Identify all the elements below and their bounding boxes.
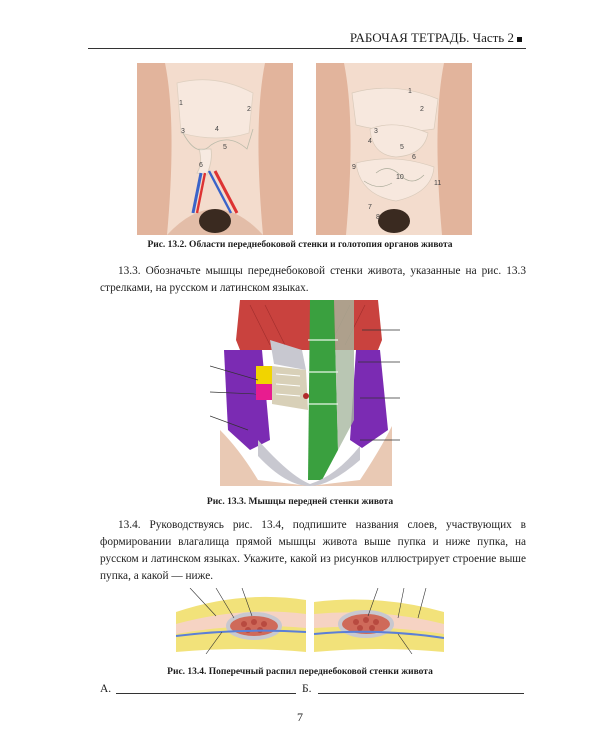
fig132-left-label-4: 4 xyxy=(215,126,219,133)
fig-13-2-caption: Рис. 13.2. Области переднебоковой стенки и голотопия органов живота xyxy=(147,240,453,250)
running-header: РАБОЧАЯ ТЕТРАДЬ. Часть 2 xyxy=(349,30,514,45)
answer-a-line[interactable] xyxy=(116,693,296,694)
fig132-right-label-8: 8 xyxy=(376,214,380,221)
fig132-right-label-1: 1 xyxy=(408,88,412,95)
fig132-right-label-10: 10 xyxy=(396,174,404,181)
fig-13-2-left-torso xyxy=(137,63,293,235)
fig132-right-label-3: 3 xyxy=(374,128,378,135)
header-rule xyxy=(88,48,526,49)
task-13-4-text: 13.4. Руководствуясь рис. 13.4, подпишите названия слоев, участвующих в формировании влагалища прямой мышцы живота выше пупка и ниже пупка, на русском и латинском языках. Укажите, какой из рисунков иллюстрирует строение выше пупка, а какой — ниже. xyxy=(100,519,526,582)
fig132-right-label-2: 2 xyxy=(420,106,424,113)
fig132-right-label-9: 9 xyxy=(352,164,356,171)
fig132-right-label-4: 4 xyxy=(368,138,372,145)
fig-13-4-left-section xyxy=(176,588,306,654)
fig-13-4-right-section xyxy=(314,588,444,654)
fig132-left-label-2: 2 xyxy=(247,106,251,113)
fig132-left-label-6: 6 xyxy=(199,162,203,169)
fig132-left-label-1: 1 xyxy=(179,100,183,107)
answer-a-label: А. xyxy=(100,683,112,695)
header-square-marker xyxy=(517,37,522,42)
fig132-right-label-6: 6 xyxy=(412,154,416,161)
page-number: 7 xyxy=(297,710,303,724)
fig132-right-label-5: 5 xyxy=(400,144,404,151)
fig-13-3-caption: Рис. 13.3. Мышцы передней стенки живота xyxy=(206,497,394,507)
fig-13-3-muscles xyxy=(210,300,402,486)
fig132-right-label-7: 7 xyxy=(368,204,372,211)
fig132-left-label-3: 3 xyxy=(181,128,185,135)
fig132-left-label-5: 5 xyxy=(223,144,227,151)
answer-b-line[interactable] xyxy=(318,693,524,694)
task-13-3-text: 13.3. Обозначьте мышцы переднебоковой стенки живота, указанные на рис. 13.3 стрелками, на русском и латинском языках. xyxy=(100,265,526,294)
fig-13-2-right-torso xyxy=(316,63,472,235)
answer-b-label: Б. xyxy=(302,683,312,695)
fig-13-4-caption: Рис. 13.4. Поперечный распил переднебоковой стенки живота xyxy=(167,667,433,677)
fig132-right-label-11: 11 xyxy=(434,180,442,187)
